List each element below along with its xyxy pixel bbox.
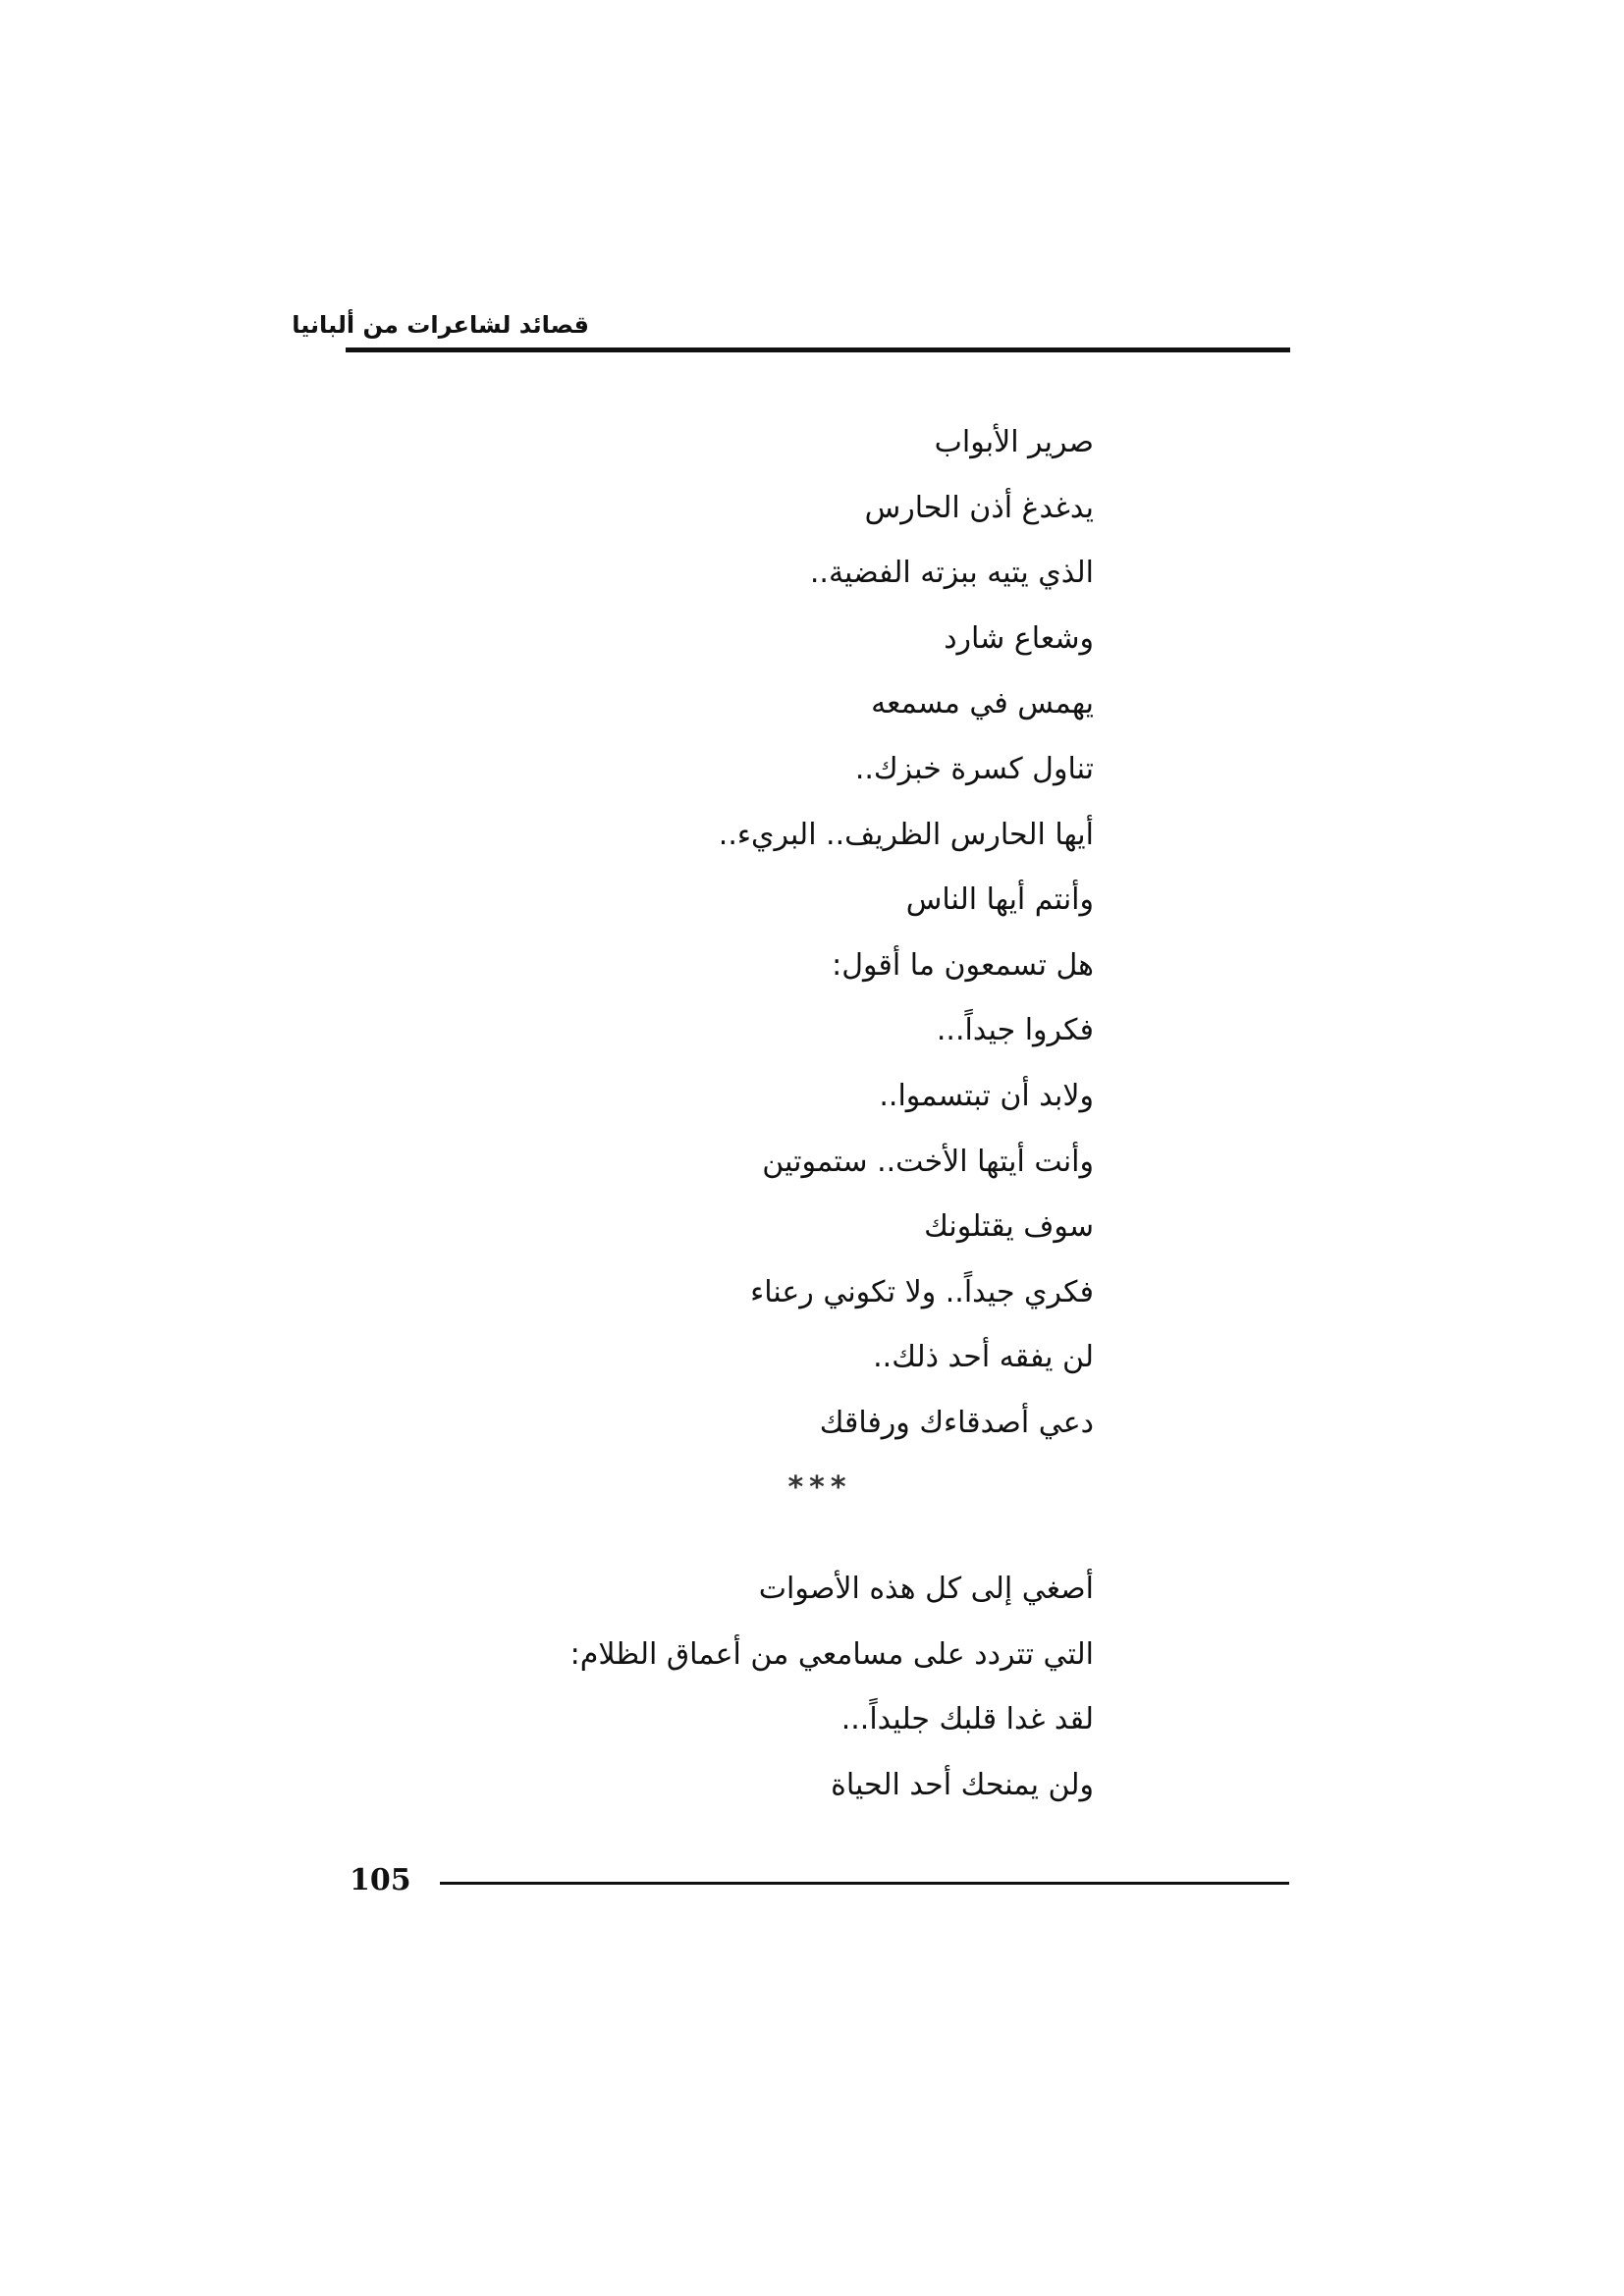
poem-line: وشعاع شارد — [944, 620, 1094, 656]
stanza-separator: *** — [787, 1470, 852, 1505]
poem-line: ولابد أن تبتسموا.. — [879, 1078, 1094, 1113]
poem-line: يدغدغ أذن الحارس — [864, 490, 1094, 525]
poem-line: ولن يمنحك أحد الحياة — [831, 1767, 1094, 1802]
poem-line: يهمس في مسمعه — [871, 686, 1094, 721]
poem-stanza-one — [348, 418, 1094, 1465]
poem-line: فكروا جيداً... — [936, 1013, 1094, 1048]
poem-line: هل تسمعون ما أقول: — [832, 947, 1094, 983]
poem-line: الذي يتيه ببزته الفضية.. — [809, 556, 1094, 591]
poem-line: لن يفقه أحد ذلك.. — [873, 1340, 1094, 1375]
poem-line: أيها الحارس الظريف.. البريء.. — [718, 817, 1094, 852]
poem-line: وأنتم أيها الناس — [905, 882, 1094, 918]
running-header-title: قصائد لشاعرات من ألبانيا — [292, 311, 589, 339]
poem-line: فكري جيداً.. ولا تكوني رعناء — [750, 1274, 1094, 1309]
poem-line: صرير الأبواب — [934, 425, 1094, 459]
poem-line: لقد غدا قلبك جليداً... — [840, 1702, 1094, 1737]
poem-line: دعي أصدقاءك ورفاقك — [819, 1405, 1094, 1440]
poem-line: سوف يقتلونك — [924, 1209, 1094, 1245]
poem-line: تناول كسرة خبزك.. — [854, 751, 1094, 786]
poem-line: التي تتردد على مسامعي من أعماق الظلام: — [569, 1636, 1094, 1672]
header-rule — [346, 347, 1290, 352]
poem-line: وأنت أيتها الأخت.. ستموتين — [762, 1144, 1094, 1179]
footer-rule — [440, 1882, 1289, 1885]
poem-stanza-two — [348, 1565, 1094, 1826]
page-number: 105 — [350, 1863, 411, 1897]
poem-line: أصغي إلى كل هذه الأصوات — [758, 1572, 1094, 1606]
